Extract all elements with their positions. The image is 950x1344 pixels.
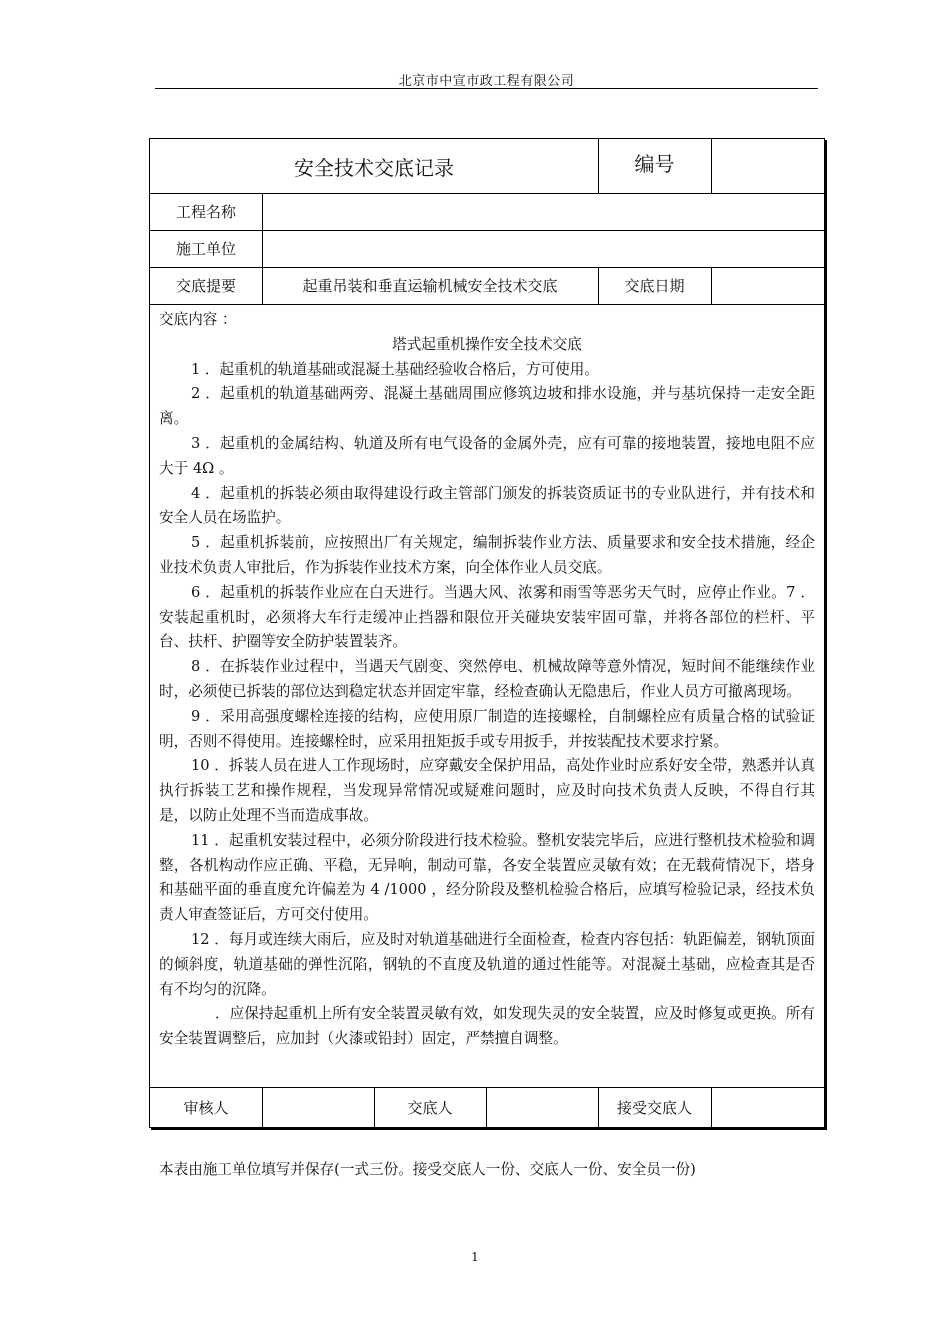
date-label: 交底日期 [624,277,685,295]
disclosure-content [159,308,815,1052]
summary-value: 起重吊装和垂直运输机械安全技术交底 [302,277,558,295]
content-paragraph: 2 ．起重机的轨道基础两旁、混凝土基础周围应修筑边坡和排水设施，并与基坑保持一走安全距离。 [159,385,815,428]
construction-unit-label: 施工单位 [175,240,236,258]
project-name-field[interactable] [262,193,824,230]
content-paragraph: 1 ．起重机的轨道基础或混凝土基础经验收合格后，方可使用。 [191,360,599,378]
content-title: 塔式起重机操作安全技术交底 [392,335,582,353]
reviewer-field[interactable] [262,1087,374,1127]
receiver-field[interactable] [711,1087,824,1127]
content-paragraph: 11 ．起重机安装过程中，必须分阶段进行技术检验。整机安装完毕后，应进行整机技术检验和调整，各机构动作应正确、平稳，无异响，制动可靠，各安全装置应灵敏有效；在无载荷情况下，塔身和基础平面的垂直度允许偏差为 4 /1000 ，经分阶段及整机检验合格后，应填写检验记录，经技术负责人审查签证后，方可交付使用。 [159,831,815,924]
form-title: 安全技术交底记录 [294,155,454,180]
disclosure-form [149,138,825,1128]
discloser-field[interactable] [486,1087,598,1127]
content-label: 交底内容 ： [159,311,237,328]
footer-note: 本表由施工单位填写并保存(一式三份。接受交底人一份、交底人一份、安全员一份) [159,1161,696,1178]
content-paragraph: 10 ．拆装人员在进人工作现场时，应穿戴安全保护用品，高处作业时应系好安全带，熟悉并认真执行拆装工艺和操作规程，当发现异常情况或疑难问题时，应及时向技术负责人反映，不得自行其是，以防止处理不当而造成事故。 [159,757,815,824]
content-paragraph: 3 ．起重机的金属结构、轨道及所有电气设备的金属外壳，应有可靠的接地装置，接地电阻不应大于 4Ω 。 [159,434,815,477]
header-rule [155,88,818,89]
content-paragraph: 6 ．起重机的拆装作业应在白天进行。当遇大风、浓雾和雨雪等恶劣天气时，应停止作业。7 ．安装起重机时，必须将大车行走缓冲止挡器和限位开关碰块安装牢固可靠，并将各部位的栏杆、平台、扶杆、护圈等安全防护装置装齐。 [159,583,815,651]
project-name-label: 工程名称 [175,203,236,221]
date-field[interactable] [711,267,824,304]
company-header: 北京市中宣市政工程有限公司 [398,74,575,89]
number-label: 编号 [634,151,675,176]
content-paragraph: 8 ．在拆装作业过程中，当遇天气剧变、突然停电、机械故障等意外情况，短时间不能继续作业时，必须使已拆装的部位达到稳定状态并固定牢靠，经检查确认无隐患后，作业人员方可撤离现场。 [159,658,815,700]
discloser-label: 交底人 [407,1098,453,1117]
construction-unit-field[interactable] [262,230,824,267]
content-paragraph: ．应保持起重机上所有安全装置灵敏有效，如发现失灵的安全装置，应及时修复或更换。所有安全装置调整后，应加封（火漆或铅封）固定，严禁擅自调整。 [159,1005,815,1048]
receiver-label: 接受交底人 [616,1098,692,1117]
content-paragraph: 4 ．起重机的拆装必须由取得建设行政主管部门颁发的拆装资质证书的专业队进行，并有技术和安全人员在场监护。 [159,484,815,527]
summary-label: 交底提要 [175,277,236,295]
number-field[interactable] [711,139,824,193]
content-paragraph: 9 ．采用高强度螺栓连接的结构，应使用原厂制造的连接螺栓，自制螺栓应有质量合格的试验证明，否则不得使用。连接螺栓时，应采用扭矩扳手或专用扳手，并按装配技术要求拧紧。 [159,707,815,750]
page-number: 1 [471,1250,479,1264]
content-paragraph: 12 ．每月或连续大雨后，应及时对轨道基础进行全面检查，检查内容包括：轨距偏差，钢轨顶面的倾斜度，轨道基础的弹性沉陷，钢轨的不直度及轨道的通过性能等。对混凝土基础，应检查其是否有不均匀的沉降。 [159,930,815,998]
reviewer-label: 审核人 [183,1098,229,1117]
content-paragraph: 5 ．起重机拆装前，应按照出厂有关规定，编制拆装作业方法、质量要求和安全技术措施，经企业技术负责人审批后，作为拆装作业技术方案，向全体作业人员交底。 [159,534,815,576]
grid-line [150,304,824,305]
